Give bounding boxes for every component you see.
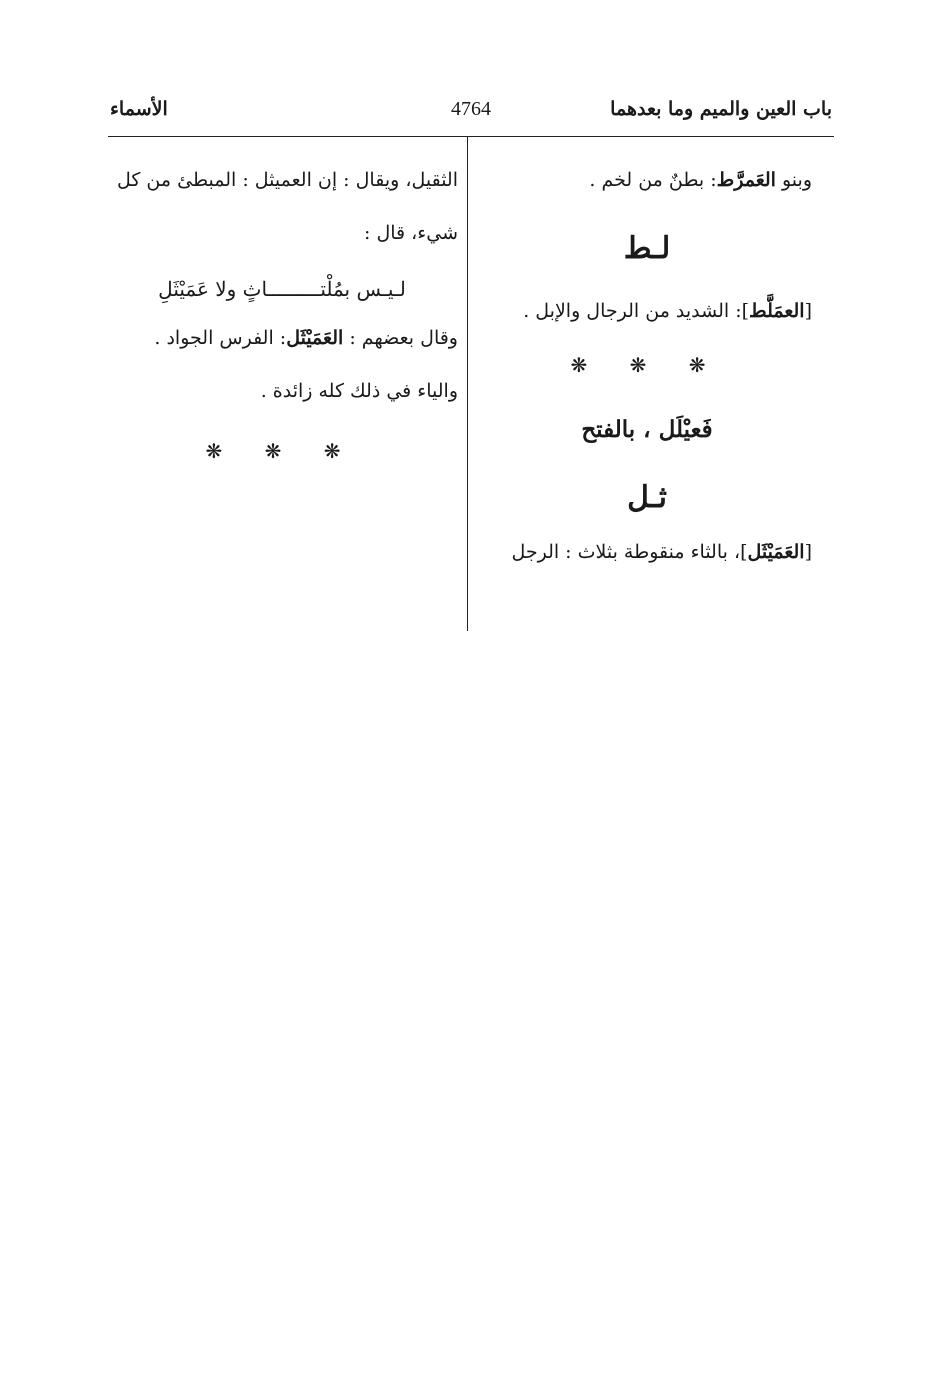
root-heading-thl: ثـل <box>627 480 667 515</box>
page-number: 4764 <box>451 98 491 120</box>
column-divider <box>467 137 468 631</box>
header-rule <box>108 136 834 137</box>
left-column <box>106 162 458 478</box>
bracket-open: [ <box>804 300 812 322</box>
text-line <box>106 320 458 357</box>
entry-definition: : بطنٌ من لخم . <box>589 169 717 191</box>
entry-amrat <box>482 162 812 199</box>
headword-amrat: العَمرَّط <box>716 169 776 191</box>
right-column <box>482 162 812 571</box>
headword-amallat: العمَلَّط <box>749 300 805 322</box>
running-header-left: الأسماء <box>110 98 168 120</box>
line-prefix: وقال بعضهم : <box>343 327 458 349</box>
entry-definition: ]، بالثاء منقوطة بثلاث : الرجل <box>511 541 748 563</box>
entry-amaythal <box>482 534 812 571</box>
text-line: والياء في ذلك كله زائدة . <box>260 380 458 402</box>
headword-amaythal: العَمَيْثَل <box>747 541 805 563</box>
poetry-verse: لـيـس بمُلْتـــــــــاثٍ ولا عَمَيْثَلِ <box>158 277 406 301</box>
headword-amaythal: العَمَيْثَل <box>286 327 344 349</box>
entry-amallat <box>482 293 812 330</box>
section-separator-stars: ❋ ❋ ❋ <box>570 353 724 377</box>
root-heading-lt: لـط <box>623 231 671 266</box>
entry-definition: ]: الشديد من الرجال والإبل . <box>523 300 750 322</box>
pattern-heading: فَعيْلَل ، بالفتح <box>581 416 713 443</box>
text-line: الثقيل، ويقال : إن العميثل : المبطئ من كل <box>116 169 458 191</box>
section-separator-stars: ❋ ❋ ❋ <box>205 439 359 463</box>
text-line: شيء، قال : <box>364 222 458 244</box>
line-rest: : الفرس الجواد . <box>154 327 287 349</box>
entry-prefix: وبنو <box>775 169 812 191</box>
running-header-right: باب العين والميم وما بعدهما <box>610 98 832 120</box>
bracket-open: [ <box>804 541 812 563</box>
